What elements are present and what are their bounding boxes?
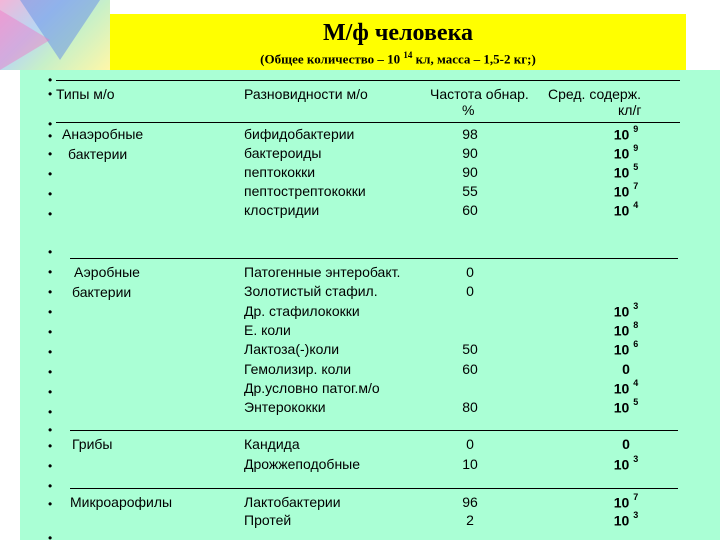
- organism-name: Энтерококки: [244, 399, 326, 416]
- content-exponent: 3: [633, 454, 639, 464]
- decor-triangle: [0, 10, 50, 70]
- bullet-marker: •: [48, 531, 53, 545]
- organism-name: Дрожжеподобные: [244, 456, 361, 472]
- bullet-marker: •: [48, 305, 53, 319]
- bullet-marker: •: [48, 497, 53, 511]
- content-value: 10 $^9$: [613, 124, 639, 143]
- divider: [70, 430, 678, 431]
- frequency-value: 0: [466, 264, 474, 280]
- bullet-marker: •: [48, 423, 53, 437]
- content-value: 10 $^5$: [613, 162, 639, 181]
- bullet-marker: •: [48, 479, 53, 493]
- content-exponent: 4: [633, 200, 639, 210]
- content-value: 10 $^3$: [613, 300, 639, 320]
- bullet-marker: •: [48, 365, 53, 379]
- bullet-marker: •: [48, 87, 53, 101]
- content-value: 10 $^5$: [613, 397, 639, 416]
- group-name: Анаэробные: [62, 126, 144, 142]
- bullet-marker: •: [48, 405, 53, 419]
- organism-name: Протей: [244, 512, 292, 528]
- subtitle-text: (Общее количество – 10: [260, 51, 404, 67]
- content-exponent: 3: [633, 300, 639, 311]
- content-exponent: 3: [633, 510, 639, 520]
- bullet-marker: •: [48, 265, 53, 279]
- content-value: 10 $^7$: [613, 181, 639, 200]
- content-value: 10 $^7$: [613, 492, 639, 511]
- bullet-marker: •: [48, 117, 53, 131]
- decorative-corner-graphic: [0, 0, 110, 70]
- organism-name: бифидобактерии: [244, 126, 355, 142]
- frequency-value: 55: [462, 183, 478, 199]
- organism-name: Кандида: [244, 436, 300, 452]
- frequency-value: 10: [462, 456, 478, 472]
- bullet-marker: •: [48, 245, 53, 259]
- organism-name: Лактобактерии: [244, 494, 341, 510]
- frequency-value: 0: [466, 436, 474, 452]
- organism-name: Патогенные энтеробакт.: [244, 264, 401, 280]
- bullet-marker: •: [48, 285, 53, 299]
- frequency-unit: %: [462, 102, 475, 118]
- content-exponent: 4: [633, 377, 639, 388]
- organism-name: Др. стафилококки: [244, 302, 360, 319]
- page-title: М/ф человека: [322, 20, 474, 46]
- bullet-marker: •: [48, 129, 53, 143]
- content-unit: кл/г: [618, 102, 642, 118]
- group-name: бактерии: [68, 146, 128, 162]
- bullet-marker: •: [48, 187, 53, 201]
- subtitle-exponent: 14: [403, 50, 413, 60]
- content-exponent: 5: [633, 397, 639, 408]
- content-value: 0: [622, 360, 630, 377]
- frequency-value: 50: [462, 341, 478, 358]
- content-value: 10 $^3$: [613, 454, 639, 473]
- content-value: 10 $^3$: [613, 510, 639, 529]
- group-name: бактерии: [72, 284, 132, 300]
- table-area: [20, 70, 720, 545]
- group-name: Микроарофилы: [70, 494, 173, 510]
- content-value: 10 $^8$: [613, 319, 639, 339]
- column-header-type: Типы м/о: [56, 86, 115, 102]
- column-header-variety: Разновидности м/о: [244, 86, 368, 102]
- content-exponent: 7: [633, 492, 639, 502]
- bullet-marker: •: [48, 345, 53, 359]
- content-exponent: 9: [633, 143, 639, 153]
- bullet-marker: •: [48, 207, 53, 221]
- organism-name: бактероиды: [244, 145, 322, 161]
- frequency-value: 80: [462, 399, 478, 416]
- content-exponent: 9: [633, 124, 639, 134]
- bullet-marker: •: [48, 385, 53, 399]
- bullet-marker: •: [48, 325, 53, 339]
- frequency-value: 2: [466, 512, 474, 528]
- subtitle-text: кл, масса – 1,5-2 кг;): [412, 51, 536, 67]
- organism-name: Др.условно патог.м/о: [244, 379, 380, 396]
- frequency-value: 60: [462, 360, 478, 377]
- frequency-value: 98: [462, 126, 478, 142]
- organism-name: Золотистый стафил.: [244, 283, 378, 300]
- content-exponent: 5: [633, 162, 639, 172]
- content-exponent: 7: [633, 181, 639, 191]
- bullet-marker: •: [48, 167, 53, 181]
- content-exponent: 6: [633, 339, 639, 350]
- bullet-marker: •: [48, 147, 53, 161]
- organism-name: клостридии: [244, 202, 320, 218]
- content-value: 10 $^4$: [613, 200, 639, 219]
- column-header-content: Сред. содерж.: [548, 86, 641, 102]
- frequency-value: 60: [462, 202, 478, 218]
- organism-name: Гемолизир. коли: [244, 360, 352, 377]
- organism-name: пептококки: [244, 164, 316, 180]
- slide-header: [110, 14, 686, 70]
- frequency-value: 0: [466, 283, 474, 300]
- organism-name: пептострептококки: [244, 183, 366, 199]
- divider: [70, 258, 678, 259]
- column-header-frequency: Частота обнар.: [430, 86, 529, 102]
- divider: [70, 488, 678, 489]
- content-value: 0: [622, 436, 630, 452]
- divider: [56, 122, 680, 123]
- group-name: Аэробные: [74, 264, 140, 280]
- divider: [56, 80, 680, 81]
- frequency-value: 96: [462, 494, 478, 510]
- frequency-value: 90: [462, 145, 478, 161]
- organism-name: Лактоза(-)коли: [244, 341, 340, 358]
- frequency-value: 90: [462, 164, 478, 180]
- content-value: 10 $^4$: [613, 377, 639, 397]
- group-name: Грибы: [72, 436, 113, 452]
- content-value: 10 $^9$: [613, 143, 639, 162]
- page-subtitle: [110, 50, 686, 67]
- content-value: 10 $^6$: [613, 339, 639, 358]
- content-exponent: 8: [633, 319, 639, 330]
- bullet-marker: •: [48, 459, 53, 473]
- bullet-marker: •: [48, 439, 53, 453]
- bullet-marker: •: [48, 73, 53, 87]
- organism-name: Е. коли: [244, 321, 291, 338]
